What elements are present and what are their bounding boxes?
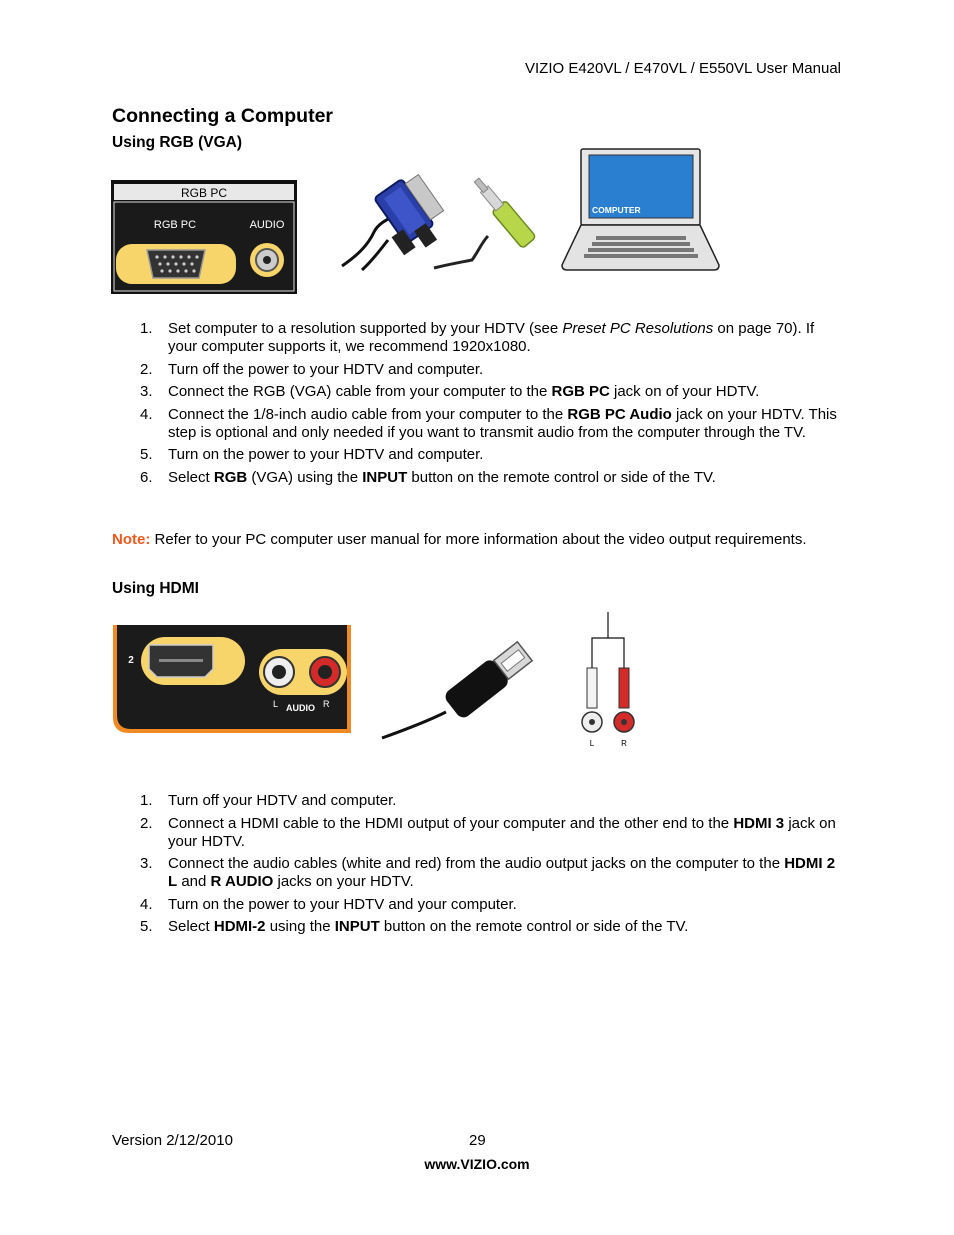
hdmi-steps-list — [140, 792, 845, 941]
step-text: and — [177, 873, 211, 890]
step-text: Turn on the power to your HDTV and your computer. — [168, 895, 517, 913]
step-number: 3. — [140, 383, 153, 400]
step-number: 5. — [140, 918, 153, 935]
hdmi-audio-label: AUDIO — [286, 703, 315, 713]
step-bold: R AUDIO — [210, 873, 274, 890]
step-text: jack on your HDTV. — [168, 814, 836, 850]
audio-cable-icon — [430, 172, 550, 272]
list-item — [140, 896, 845, 914]
step-text: (VGA) using the — [247, 468, 363, 486]
step-text: Connect the RGB (VGA) cable from your computer to the — [168, 383, 552, 400]
hdmi-subtitle: Using HDMI — [112, 580, 199, 597]
step-text: using the — [265, 918, 335, 935]
step-bold: HDMI 2 L — [168, 855, 836, 890]
step-bold: HDMI-2 — [213, 918, 266, 935]
step-text: on page 70). If your computer supports it, we recommend 1920x1080. — [168, 320, 815, 355]
step-text: Select — [168, 918, 214, 935]
step-number: 4. — [140, 405, 153, 423]
list-item — [140, 406, 845, 442]
hdmi-audio-l-label: L — [273, 699, 279, 709]
rgb-panel-audio-label: AUDIO — [249, 219, 285, 231]
step-bold: RGB PC Audio — [567, 405, 672, 423]
laptop-icon — [560, 148, 722, 272]
step-number: 6. — [140, 468, 153, 486]
note-text: Refer to your PC computer user manual for more information about the video output requirements. — [150, 531, 807, 548]
step-text: jack on of your HDTV. — [609, 383, 760, 400]
rgb-panel-port-label: RGB PC — [153, 219, 197, 231]
note-paragraph — [112, 531, 807, 548]
step-text: Turn off your HDTV and computer. — [168, 792, 397, 809]
step-text: Connect the audio cables (white and red) from the audio output jacks on the computer to the — [168, 855, 785, 872]
hdmi-panel-image — [111, 625, 353, 735]
step-number: 1. — [140, 792, 153, 809]
document-header: VIZIO E420VL / E470VL / E550VL User Manual — [524, 60, 841, 77]
note-label: Note: — [112, 531, 151, 548]
rgb-subtitle: Using RGB (VGA) — [112, 134, 243, 151]
list-item — [140, 361, 845, 379]
section-title: Connecting a Computer — [112, 105, 334, 127]
rca-cables-icon — [576, 612, 640, 750]
step-emphasis: Preset PC Resolutions — [562, 320, 714, 337]
list-item — [140, 383, 845, 401]
step-number: 3. — [140, 855, 153, 872]
step-text: Select — [168, 468, 214, 486]
list-item — [140, 320, 845, 356]
step-bold: RGB — [213, 468, 248, 486]
hdmi-audio-r-label: R — [323, 699, 330, 709]
step-text: button on the remote control or side of the TV. — [407, 468, 716, 486]
rgb-panel-header-label: RGB PC — [180, 186, 228, 200]
rgb-steps-list — [140, 320, 845, 491]
step-text: Connect a HDMI cable to the HDMI output of your computer and the other end to the — [168, 814, 734, 832]
step-text: Connect the 1/8-inch audio cable from your computer to the — [168, 405, 568, 423]
footer-url: www.VIZIO.com — [424, 1156, 530, 1172]
rgb-pc-panel-image — [111, 180, 297, 294]
footer-page-number: 29 — [469, 1132, 486, 1149]
step-text: Turn on the power to your HDTV and computer. — [168, 446, 484, 463]
rca-r-label: R — [621, 739, 627, 748]
list-item — [140, 792, 845, 810]
step-text: jacks on your HDTV. — [273, 873, 414, 890]
laptop-screen-label: COMPUTER — [592, 205, 641, 215]
step-bold: INPUT — [334, 918, 380, 935]
step-text: button on the remote control or side of the TV. — [379, 918, 689, 935]
list-item — [140, 855, 845, 891]
step-bold: INPUT — [362, 468, 408, 486]
step-text: Set computer to a resolution supported by your HDTV (see — [168, 320, 563, 337]
step-bold: RGB PC — [551, 383, 610, 400]
step-text: jack on your HDTV. This step is optional and only needed if you want to transmit audio from the computer through the TV. — [168, 405, 837, 441]
step-number: 4. — [140, 895, 153, 913]
footer-version: Version 2/12/2010 — [112, 1132, 233, 1149]
step-number: 2. — [140, 814, 153, 832]
step-bold: HDMI 3 — [733, 814, 785, 832]
step-number: 1. — [140, 320, 153, 337]
step-number: 2. — [140, 360, 153, 378]
step-number: 5. — [140, 446, 153, 463]
list-item — [140, 918, 845, 936]
list-item — [140, 446, 845, 464]
rca-l-label: L — [589, 739, 595, 748]
step-text: Turn off the power to your HDTV and computer. — [168, 360, 484, 378]
list-item — [140, 469, 845, 487]
hdmi-port-number: 2 — [128, 655, 134, 666]
list-item — [140, 815, 845, 851]
hdmi-cable-icon — [380, 640, 550, 740]
